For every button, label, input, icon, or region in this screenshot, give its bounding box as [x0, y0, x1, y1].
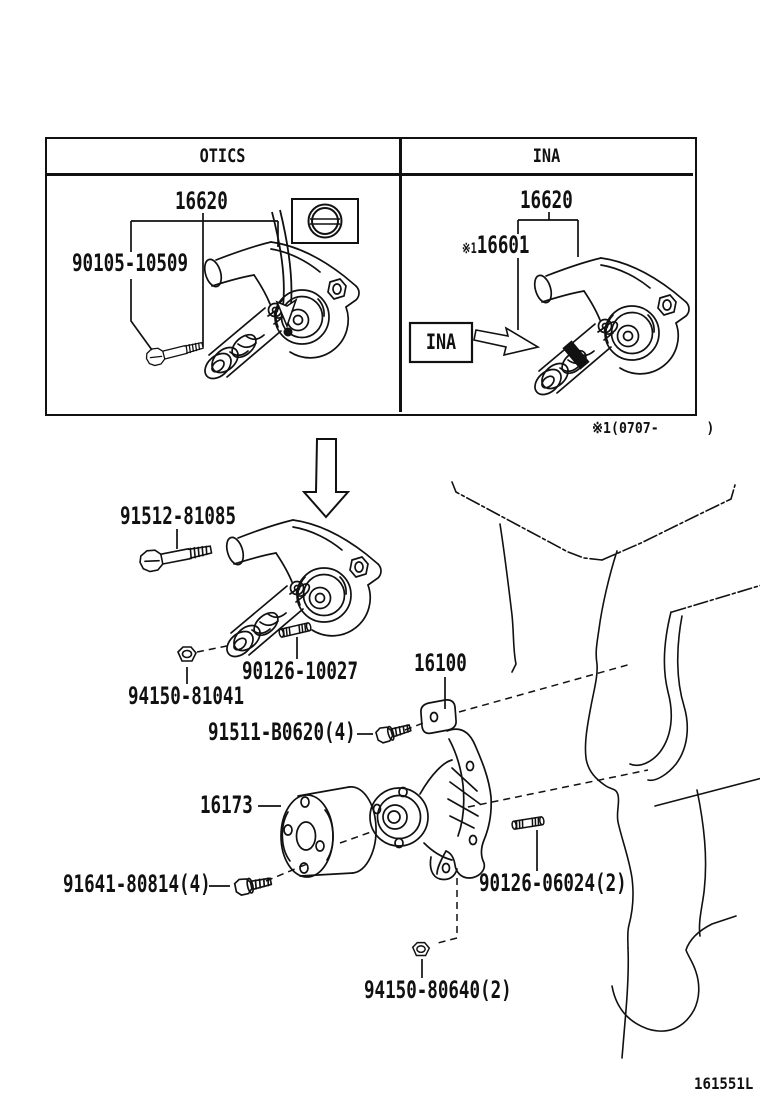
stud-icon: [512, 817, 545, 830]
bolt-icon: [138, 539, 213, 573]
ina-column-header: INA: [532, 145, 561, 167]
part-label-91512-81085[interactable]: 91512-81085: [120, 502, 237, 530]
part-label-90105-10509[interactable]: 90105-10509: [72, 249, 189, 277]
part-label-91641-80814[interactable]: 91641-80814(4): [63, 870, 211, 898]
engine-outline: [452, 482, 760, 1058]
part-label-90126-10027[interactable]: 90126-10027: [242, 657, 359, 685]
down-arrow-icon: [304, 439, 348, 517]
nut-icon: [178, 647, 196, 661]
table-header-divider: [45, 173, 693, 176]
part-label-16620-ina[interactable]: 16620: [520, 186, 573, 214]
tensioner-drawing: [222, 520, 381, 661]
table-footnote: ※1(0707- ): [592, 419, 715, 437]
part-label-94150-81041[interactable]: 94150-81041: [128, 682, 245, 710]
part-label-16620-otics[interactable]: 16620: [175, 187, 228, 215]
table-column-divider: [399, 137, 402, 412]
leader-lines: [177, 529, 537, 978]
footnote-marker: ※1: [462, 241, 477, 257]
assembly-dashed-lines: [197, 645, 648, 944]
ina-callout-label: INA: [425, 330, 457, 354]
part-label-91511-B0620[interactable]: 91511-B0620(4): [208, 718, 356, 746]
part-label-94150-80640[interactable]: 94150-80640(2): [364, 976, 512, 1004]
figure-code: 161551L: [694, 1074, 754, 1093]
pulley-drawing: [281, 787, 376, 877]
bolt-icon: [375, 720, 412, 744]
otics-column-header: OTICS: [199, 145, 246, 167]
part-label-90126-06024[interactable]: 90126-06024(2): [479, 869, 627, 897]
nut-icon: [413, 943, 430, 956]
part-label-16100[interactable]: 16100: [414, 649, 467, 677]
bolt-icon: [234, 873, 272, 896]
part-label-16173[interactable]: 16173: [200, 791, 253, 819]
part-label-16601[interactable]: ※1 16601: [462, 231, 530, 259]
